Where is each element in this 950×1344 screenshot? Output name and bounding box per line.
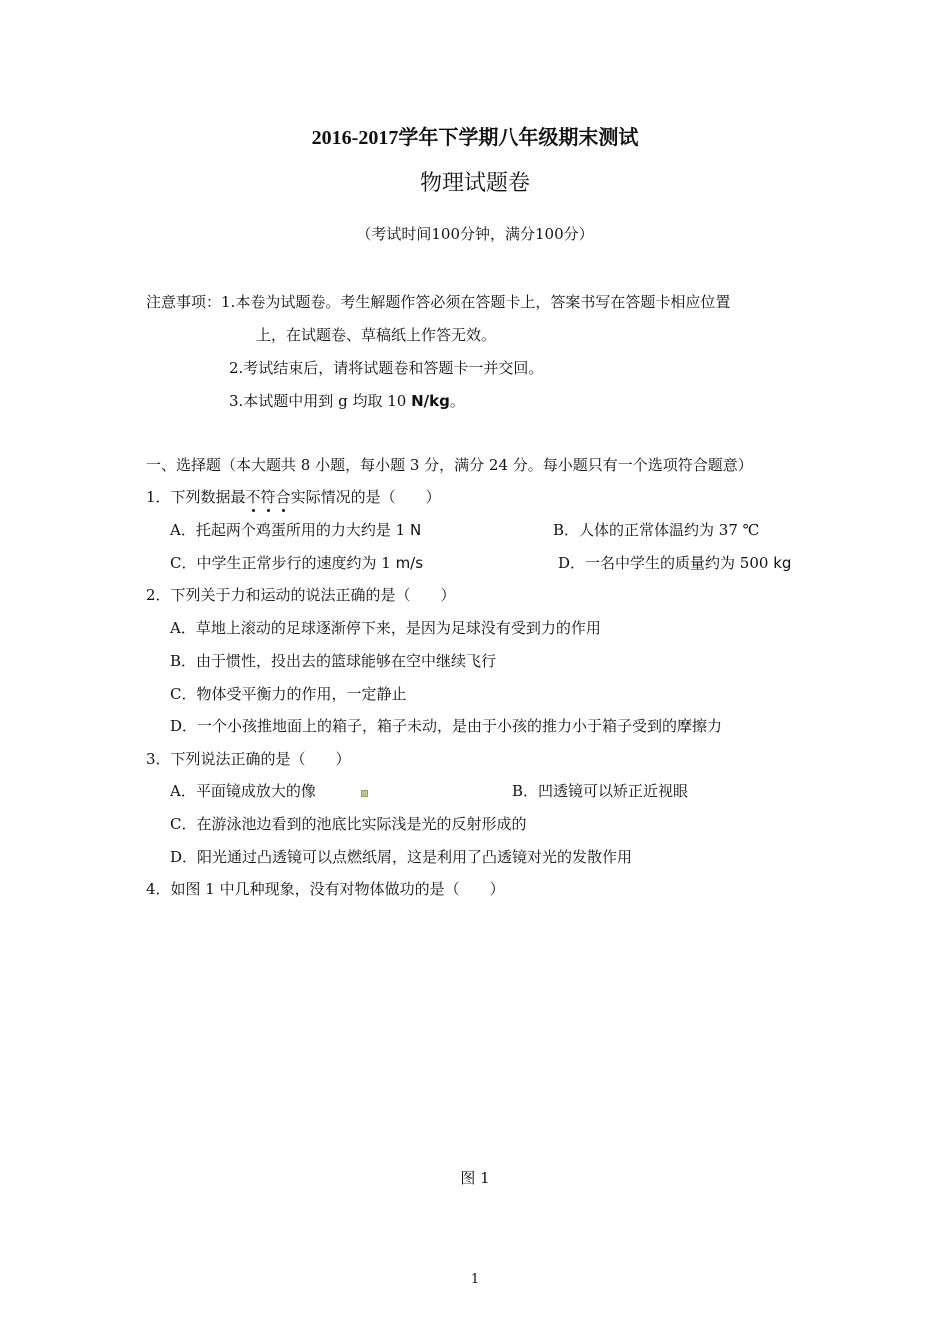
question-1-option-d [558,553,791,573]
question-1-option-c-text: C．中学生正常步行的速度约为 1 [170,554,396,572]
figure-label: 图 1 [460,1169,490,1187]
emphasis-dot [252,509,255,512]
notes-prefix: 注意事项： [146,293,222,311]
question-1-option-c [170,553,423,573]
question-1-option-a-text: A．托起两个鸡蛋所用的力大约是 1 [170,521,406,539]
notes-item-2: 2.考试结束后，请将试题卷和答题卡一并交回。 [229,359,544,377]
question-1-option-d-text: D．一名中学生的质量约为 500 [558,554,769,572]
notes-item-3 [229,391,465,411]
question-2-stem: 2．下列关于力和运动的说法正确的是（ ） [146,586,456,604]
emphasis-dot [267,509,270,512]
question-1-emphasis-text: 不符合 [245,488,291,506]
question-1-option-a-unit: N [409,521,422,539]
question-1-option-d-unit: kg [773,554,792,572]
page-number: 1 [470,1272,480,1287]
question-2-option-a: A．草地上滚动的足球逐渐停下来，是因为足球没有受到力的作用 [170,619,601,637]
exam-title-year: 2016-2017 [311,127,399,149]
question-3-option-a: A．平面镜成放大的像 [170,782,316,800]
question-1-emphasis [246,488,291,506]
question-1-option-b: B．人体的正常体温约为 37 ℃ [553,521,760,539]
subject-title: 物理试题卷 [419,171,530,196]
notes-item-3-unit: N/kg [411,392,450,410]
question-3-option-c: C．在游泳池边看到的池底比实际浅是光的反射形成的 [170,815,527,833]
notes-item-1-continued: 上，在试题卷、草稿纸上作答无效。 [256,326,497,344]
question-3-stem: 3．下列说法正确的是（ ） [146,750,351,768]
notes-item-1: 1.本卷为试题卷。考生解题作答必须在答题卡上，答案书写在答题卡相应位置 [221,293,731,311]
exam-title-text: 学年下学期八年级期末测试 [398,125,639,149]
question-2-option-d: D．一个小孩推地面上的箱子，箱子未动，是由于小孩的推力小于箱子受到的摩擦力 [170,717,723,735]
notes-item-3-end: 。 [449,392,465,410]
question-4-stem: 4．如图 1 中几种现象，没有对物体做功的是（ ） [146,880,505,898]
image-placeholder-marker [361,790,368,797]
notes-line-1 [146,292,730,312]
emphasis-dot [282,509,285,512]
question-1-option-a [170,520,421,540]
question-3-option-b: B．凹透镜可以矫正近视眼 [512,782,689,800]
question-1-stem-after: 实际情况的是（ ） [290,488,441,506]
question-1-stem-before: 1．下列数据最 [146,488,246,506]
question-1-option-c-unit: m/s [395,554,424,572]
question-1-stem [146,487,441,507]
section-heading: 一、选择题（本大题共 8 小题，每小题 3 分，满分 24 分。每小题只有一个选项符合题意） [146,456,753,474]
question-2-option-c: C．物体受平衡力的作用，一定静止 [170,685,407,703]
exam-title [0,124,950,151]
question-2-option-b: B．由于惯性，投出去的篮球能够在空中继续飞行 [170,652,497,670]
question-3-option-d: D．阳光通过凸透镜可以点燃纸屑，这是利用了凸透镜对光的发散作用 [170,848,633,866]
notes-item-3-text: 3.本试题中用到 g 均取 10 [229,392,412,410]
exam-info: （考试时间100分钟，满分100分） [356,225,594,243]
